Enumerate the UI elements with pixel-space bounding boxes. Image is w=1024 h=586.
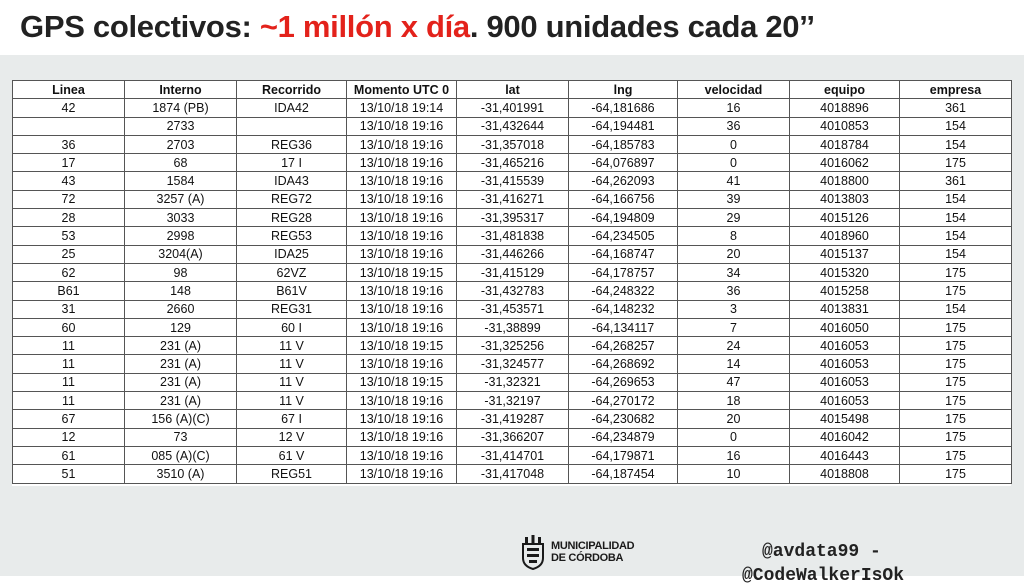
table-cell: -31,415539 — [457, 172, 569, 190]
table-cell: 154 — [900, 227, 1012, 245]
title-part1: GPS colectivos: — [20, 9, 260, 44]
table-cell: 0 — [678, 154, 790, 172]
table-cell: 175 — [900, 318, 1012, 336]
table-cell: 3510 (A) — [125, 465, 237, 483]
table-cell: 13/10/18 19:16 — [347, 172, 457, 190]
table-cell: 18 — [678, 392, 790, 410]
table-cell: 175 — [900, 282, 1012, 300]
table-row — [13, 337, 1012, 355]
table-cell: 154 — [900, 209, 1012, 227]
table-cell: 13/10/18 19:15 — [347, 373, 457, 391]
table-cell: 4018808 — [790, 465, 900, 483]
table-cell: 4018800 — [790, 172, 900, 190]
table-cell: 51 — [13, 465, 125, 483]
table-cell: 231 (A) — [125, 355, 237, 373]
table-cell: -31,32197 — [457, 392, 569, 410]
table-cell: -64,234879 — [569, 428, 678, 446]
logo-line-2: DE CÓRDOBA — [551, 552, 624, 564]
table-cell: 4018784 — [790, 135, 900, 153]
table-cell: 34 — [678, 263, 790, 281]
column-header: Recorrido — [237, 81, 347, 99]
table-cell: IDA42 — [237, 99, 347, 117]
table-cell: 0 — [678, 428, 790, 446]
table-cell: 175 — [900, 337, 1012, 355]
table-cell: 175 — [900, 355, 1012, 373]
table-cell — [237, 117, 347, 135]
table-row — [13, 318, 1012, 336]
table-cell: -64,269653 — [569, 373, 678, 391]
table-cell: -31,32321 — [457, 373, 569, 391]
table-cell: 61 — [13, 446, 125, 464]
table-cell: 4015320 — [790, 263, 900, 281]
table-cell: 11 — [13, 392, 125, 410]
table-cell: -31,366207 — [457, 428, 569, 446]
slide-title — [20, 9, 815, 45]
table-cell: 3033 — [125, 209, 237, 227]
table-cell: B61V — [237, 282, 347, 300]
table-cell: -64,181686 — [569, 99, 678, 117]
table-cell: REG28 — [237, 209, 347, 227]
table-cell: 154 — [900, 190, 1012, 208]
table-row — [13, 300, 1012, 318]
table-cell: 11 V — [237, 392, 347, 410]
table-cell: 13/10/18 19:16 — [347, 355, 457, 373]
table-cell: -64,194481 — [569, 117, 678, 135]
table-cell: REG53 — [237, 227, 347, 245]
table-cell: 11 — [13, 337, 125, 355]
table-cell: 2733 — [125, 117, 237, 135]
table-cell: 175 — [900, 465, 1012, 483]
table-cell: 3 — [678, 300, 790, 318]
table-row — [13, 172, 1012, 190]
city-crest-icon — [519, 534, 547, 570]
table-cell: 175 — [900, 446, 1012, 464]
table-cell: 42 — [13, 99, 125, 117]
table-row — [13, 263, 1012, 281]
table-cell: 20 — [678, 410, 790, 428]
table-cell: 4013803 — [790, 190, 900, 208]
table-cell: 3204(A) — [125, 245, 237, 263]
table-cell: 25 — [13, 245, 125, 263]
table-cell: 13/10/18 19:16 — [347, 465, 457, 483]
table-cell: -31,401991 — [457, 99, 569, 117]
table-cell: 4015258 — [790, 282, 900, 300]
table-cell: 36 — [678, 117, 790, 135]
table-cell: 231 (A) — [125, 337, 237, 355]
table-cell: 085 (A)(C) — [125, 446, 237, 464]
table-cell: -64,248322 — [569, 282, 678, 300]
table-cell: 41 — [678, 172, 790, 190]
table-cell: -31,38899 — [457, 318, 569, 336]
table-cell: 62VZ — [237, 263, 347, 281]
title-part2: . 900 unidades cada 20’’ — [469, 9, 815, 44]
table-cell: 4015137 — [790, 245, 900, 263]
column-header: Linea — [13, 81, 125, 99]
table-cell: 12 — [13, 428, 125, 446]
table-cell: 4015498 — [790, 410, 900, 428]
table-cell — [13, 117, 125, 135]
table-cell: -31,357018 — [457, 135, 569, 153]
table-cell: 13/10/18 19:16 — [347, 135, 457, 153]
table-cell: 4016053 — [790, 392, 900, 410]
table-cell: 13/10/18 19:16 — [347, 446, 457, 464]
table-cell: -64,230682 — [569, 410, 678, 428]
table-cell: 4016443 — [790, 446, 900, 464]
table-row — [13, 355, 1012, 373]
table-cell: 8 — [678, 227, 790, 245]
table-cell: 20 — [678, 245, 790, 263]
table-cell: 231 (A) — [125, 392, 237, 410]
title-bar — [0, 0, 1024, 55]
table-cell: -31,465216 — [457, 154, 569, 172]
gps-table — [12, 80, 1012, 484]
gps-data-sheet — [12, 80, 1011, 486]
table-cell: -64,179871 — [569, 446, 678, 464]
table-row — [13, 190, 1012, 208]
table-cell: 1584 — [125, 172, 237, 190]
table-cell: 17 — [13, 154, 125, 172]
column-header: Interno — [125, 81, 237, 99]
table-cell: 4013831 — [790, 300, 900, 318]
table-row — [13, 428, 1012, 446]
table-cell: 13/10/18 19:16 — [347, 209, 457, 227]
table-row — [13, 227, 1012, 245]
table-cell: -31,324577 — [457, 355, 569, 373]
table-cell: 3257 (A) — [125, 190, 237, 208]
table-row — [13, 135, 1012, 153]
table-cell: 0 — [678, 135, 790, 153]
table-cell: 28 — [13, 209, 125, 227]
table-cell: -31,325256 — [457, 337, 569, 355]
table-cell: 2703 — [125, 135, 237, 153]
table-cell: 11 — [13, 373, 125, 391]
table-cell: 13/10/18 19:16 — [347, 318, 457, 336]
table-cell: -64,187454 — [569, 465, 678, 483]
table-cell: 13/10/18 19:14 — [347, 99, 457, 117]
table-cell: -31,416271 — [457, 190, 569, 208]
title-highlight: ~1 millón x día — [259, 9, 470, 44]
table-row — [13, 245, 1012, 263]
table-cell: 175 — [900, 263, 1012, 281]
table-cell: 14 — [678, 355, 790, 373]
table-cell: 72 — [13, 190, 125, 208]
table-cell: 154 — [900, 245, 1012, 263]
column-header: equipo — [790, 81, 900, 99]
table-row — [13, 446, 1012, 464]
table-cell: 361 — [900, 172, 1012, 190]
table-row — [13, 465, 1012, 483]
table-cell: -31,415129 — [457, 263, 569, 281]
table-cell: 4010853 — [790, 117, 900, 135]
table-header-row — [13, 81, 1012, 99]
table-cell: 13/10/18 19:16 — [347, 392, 457, 410]
table-cell: -64,076897 — [569, 154, 678, 172]
table-cell: 12 V — [237, 428, 347, 446]
table-cell: -64,268257 — [569, 337, 678, 355]
table-cell: IDA25 — [237, 245, 347, 263]
table-cell: 4016053 — [790, 373, 900, 391]
table-cell: 13/10/18 19:16 — [347, 282, 457, 300]
table-cell: B61 — [13, 282, 125, 300]
table-cell: 39 — [678, 190, 790, 208]
logo-line-1: MUNICIPALIDAD — [551, 540, 635, 552]
table-cell: 13/10/18 19:16 — [347, 428, 457, 446]
table-cell: 61 V — [237, 446, 347, 464]
table-cell: 17 I — [237, 154, 347, 172]
table-row — [13, 410, 1012, 428]
table-cell: 129 — [125, 318, 237, 336]
table-cell: 11 — [13, 355, 125, 373]
table-cell: 13/10/18 19:16 — [347, 410, 457, 428]
table-cell: -31,432644 — [457, 117, 569, 135]
table-cell: 11 V — [237, 355, 347, 373]
table-cell: 2660 — [125, 300, 237, 318]
table-cell: 175 — [900, 428, 1012, 446]
table-cell: -31,417048 — [457, 465, 569, 483]
table-cell: -64,194809 — [569, 209, 678, 227]
table-cell: 43 — [13, 172, 125, 190]
column-header: lng — [569, 81, 678, 99]
table-cell: 36 — [678, 282, 790, 300]
table-row — [13, 154, 1012, 172]
table-cell: -31,446266 — [457, 245, 569, 263]
table-cell: -64,185783 — [569, 135, 678, 153]
table-cell: 154 — [900, 117, 1012, 135]
table-cell: REG36 — [237, 135, 347, 153]
table-cell: -64,268692 — [569, 355, 678, 373]
table-row — [13, 99, 1012, 117]
table-cell: 11 V — [237, 373, 347, 391]
table-cell: 67 — [13, 410, 125, 428]
table-cell: 29 — [678, 209, 790, 227]
table-cell: REG72 — [237, 190, 347, 208]
table-cell: 175 — [900, 410, 1012, 428]
table-cell: 13/10/18 19:16 — [347, 117, 457, 135]
table-cell: 4016042 — [790, 428, 900, 446]
table-cell: 68 — [125, 154, 237, 172]
table-cell: 175 — [900, 373, 1012, 391]
table-cell: -31,395317 — [457, 209, 569, 227]
table-cell: 13/10/18 19:16 — [347, 245, 457, 263]
table-cell: -64,148232 — [569, 300, 678, 318]
author-handle: @avdata99 - — [762, 542, 881, 562]
table-cell: 47 — [678, 373, 790, 391]
table-cell: 24 — [678, 337, 790, 355]
table-cell: 1874 (PB) — [125, 99, 237, 117]
column-header: empresa — [900, 81, 1012, 99]
author-handle-cut: @CodeWalkerIsOk — [742, 566, 905, 586]
table-row — [13, 282, 1012, 300]
table-cell: 154 — [900, 135, 1012, 153]
table-cell: 53 — [13, 227, 125, 245]
table-cell: 62 — [13, 263, 125, 281]
table-cell: 361 — [900, 99, 1012, 117]
table-cell: 67 I — [237, 410, 347, 428]
table-cell: 175 — [900, 392, 1012, 410]
table-cell: REG51 — [237, 465, 347, 483]
table-cell: 4016062 — [790, 154, 900, 172]
column-header: velocidad — [678, 81, 790, 99]
table-cell: 2998 — [125, 227, 237, 245]
table-cell: 175 — [900, 154, 1012, 172]
table-cell: 4018896 — [790, 99, 900, 117]
table-cell: 156 (A)(C) — [125, 410, 237, 428]
table-row — [13, 117, 1012, 135]
table-cell: REG31 — [237, 300, 347, 318]
table-cell: 13/10/18 19:15 — [347, 337, 457, 355]
table-cell: 36 — [13, 135, 125, 153]
table-cell: -64,262093 — [569, 172, 678, 190]
table-cell: 4016053 — [790, 337, 900, 355]
table-cell: -64,166756 — [569, 190, 678, 208]
table-cell: 98 — [125, 263, 237, 281]
table-cell: 231 (A) — [125, 373, 237, 391]
municipality-logo — [519, 534, 634, 570]
table-cell: 13/10/18 19:16 — [347, 227, 457, 245]
column-header: lat — [457, 81, 569, 99]
table-cell: 11 V — [237, 337, 347, 355]
table-cell: 7 — [678, 318, 790, 336]
table-cell: -31,414701 — [457, 446, 569, 464]
table-cell: 10 — [678, 465, 790, 483]
table-cell: 13/10/18 19:16 — [347, 190, 457, 208]
table-cell: 4015126 — [790, 209, 900, 227]
table-cell: 148 — [125, 282, 237, 300]
table-cell: 13/10/18 19:16 — [347, 300, 457, 318]
table-cell: 4016053 — [790, 355, 900, 373]
table-cell: -64,134117 — [569, 318, 678, 336]
table-cell: -64,234505 — [569, 227, 678, 245]
table-cell: -31,432783 — [457, 282, 569, 300]
table-cell: 16 — [678, 446, 790, 464]
table-cell: 31 — [13, 300, 125, 318]
table-cell: 60 I — [237, 318, 347, 336]
table-cell: 73 — [125, 428, 237, 446]
table-cell: -64,270172 — [569, 392, 678, 410]
table-cell: 13/10/18 19:15 — [347, 263, 457, 281]
table-cell: 4018960 — [790, 227, 900, 245]
table-row — [13, 392, 1012, 410]
table-cell: -64,178757 — [569, 263, 678, 281]
table-cell: -31,419287 — [457, 410, 569, 428]
table-cell: -31,481838 — [457, 227, 569, 245]
table-cell: 4016050 — [790, 318, 900, 336]
logo-text — [551, 540, 634, 564]
table-row — [13, 373, 1012, 391]
table-cell: IDA43 — [237, 172, 347, 190]
table-cell: -64,168747 — [569, 245, 678, 263]
table-body — [13, 99, 1012, 483]
table-cell: 60 — [13, 318, 125, 336]
column-header: Momento UTC 0 — [347, 81, 457, 99]
table-row — [13, 209, 1012, 227]
table-cell: -31,453571 — [457, 300, 569, 318]
table-cell: 16 — [678, 99, 790, 117]
table-cell: 13/10/18 19:16 — [347, 154, 457, 172]
table-cell: 154 — [900, 300, 1012, 318]
